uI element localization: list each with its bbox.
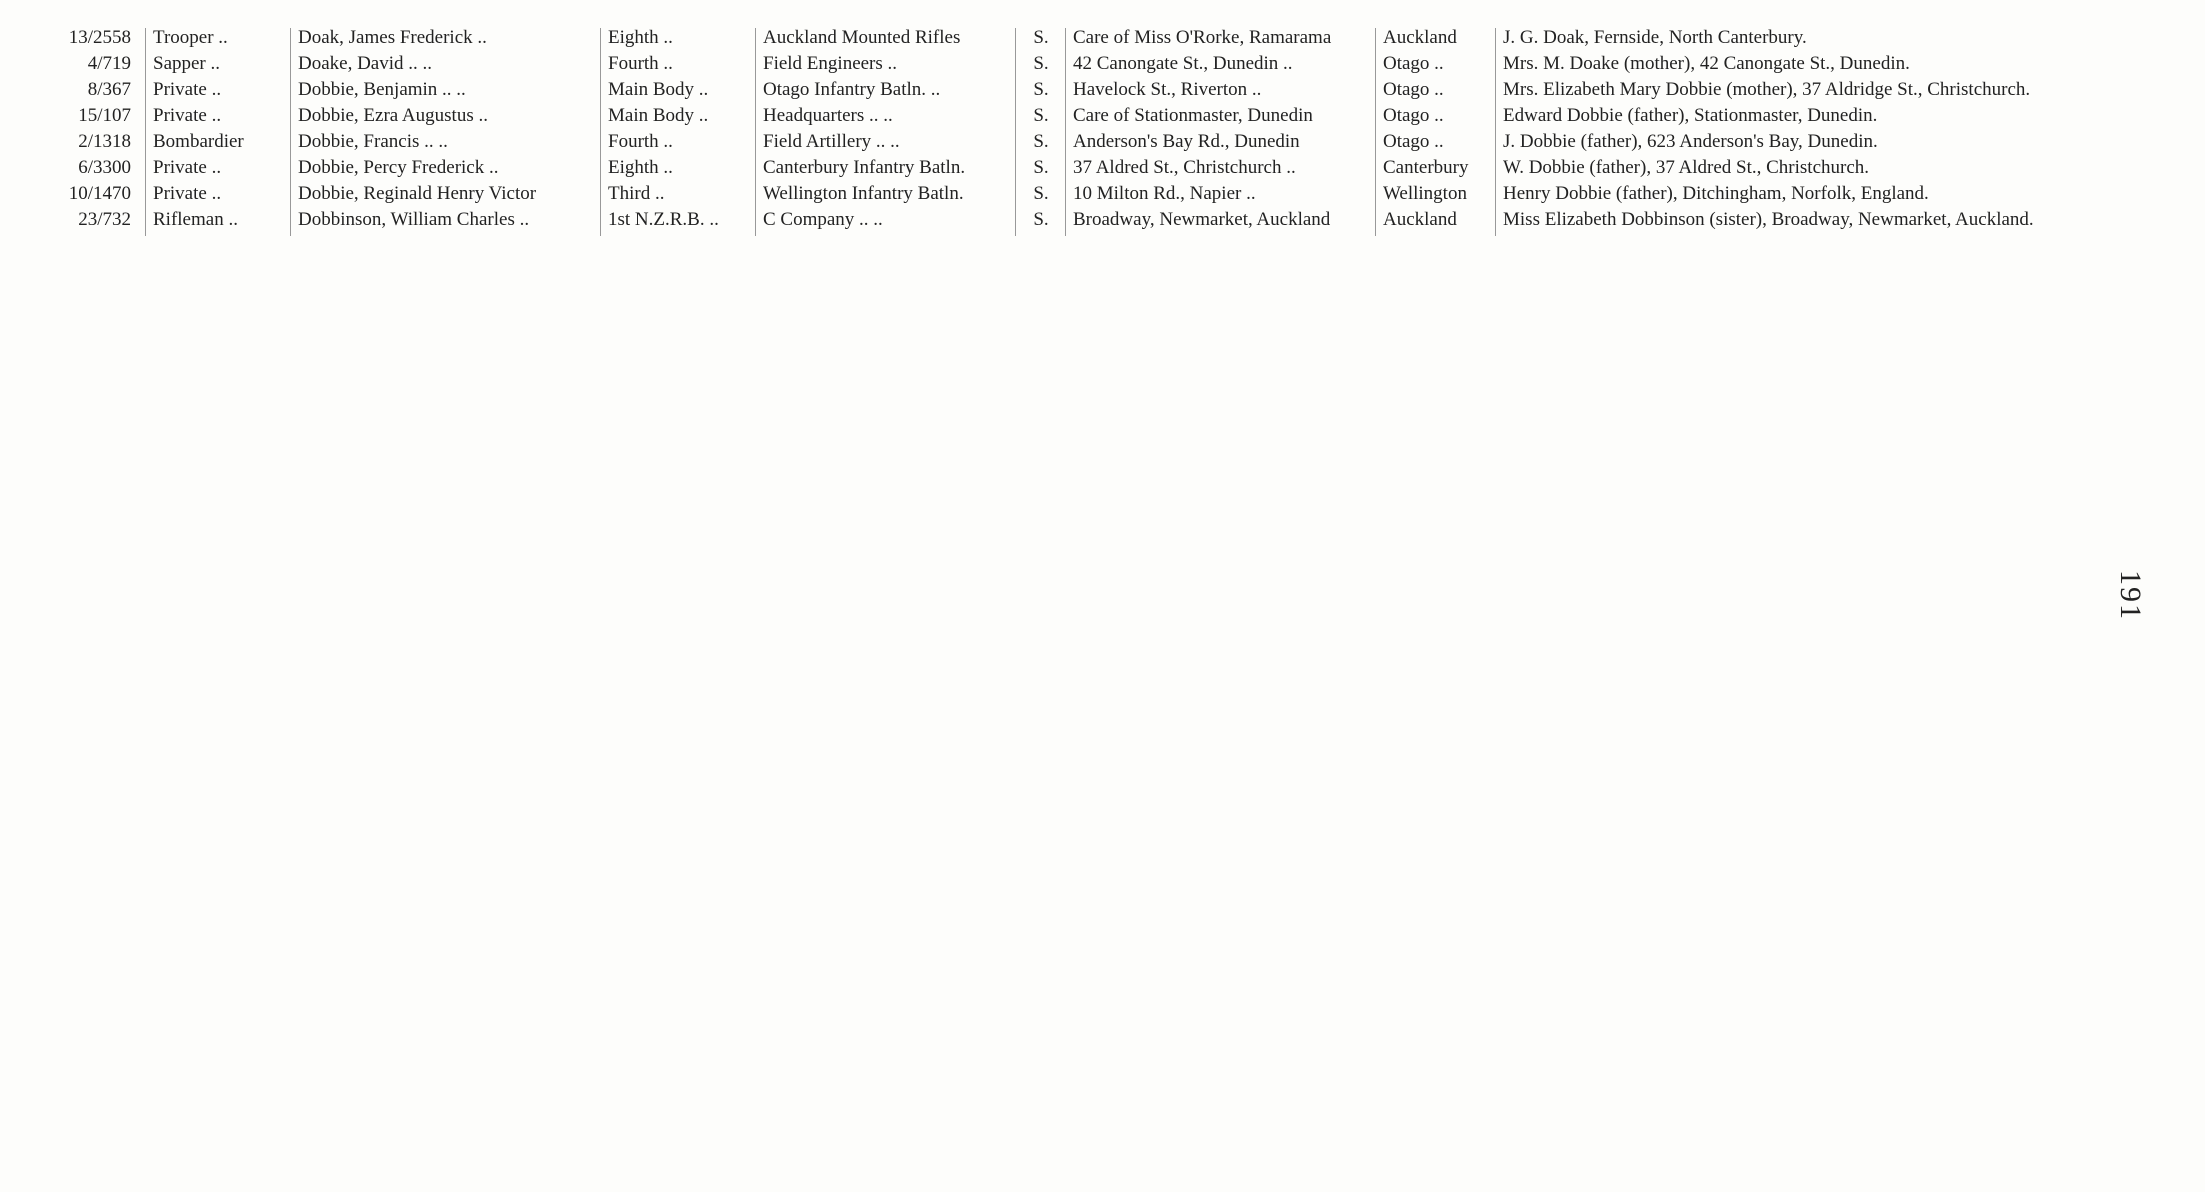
district-cell: Auckland bbox=[1383, 27, 1457, 48]
unit-cell: Field Engineers .. bbox=[763, 53, 898, 74]
column-divider bbox=[1375, 28, 1376, 236]
rank-cell: Rifleman .. bbox=[153, 209, 238, 230]
draft-cell: Eighth .. bbox=[608, 27, 673, 48]
soldier-name-cell: Dobbinson, William Charles .. bbox=[298, 209, 530, 230]
district-cell: Otago .. bbox=[1383, 79, 1444, 100]
soldier-name-cell: Dobbie, Percy Frederick .. bbox=[298, 157, 499, 178]
district-cell: Auckland bbox=[1383, 209, 1457, 230]
table-row bbox=[20, 210, 2130, 230]
column-divider bbox=[1015, 28, 1016, 236]
unit-cell: Auckland Mounted Rifles bbox=[763, 27, 961, 48]
regimental-number-cell: 13/2558 bbox=[68, 27, 131, 48]
column-divider bbox=[1065, 28, 1066, 236]
regimental-number-cell: 10/1470 bbox=[68, 183, 131, 204]
next-of-kin-cell: Miss Elizabeth Dobbinson (sister), Broadway, Newmarket, Auckland. bbox=[1503, 209, 2034, 230]
district-cell: Wellington bbox=[1383, 183, 1467, 204]
marital-status-cell: S. bbox=[1033, 209, 1049, 230]
rank-cell: Trooper .. bbox=[153, 27, 228, 48]
next-of-kin-cell: Mrs. M. Doake (mother), 42 Canongate St., Dunedin. bbox=[1503, 53, 1910, 74]
table-row bbox=[20, 28, 2130, 48]
soldier-name-cell: Doake, David .. .. bbox=[298, 53, 433, 74]
column-divider bbox=[290, 28, 291, 236]
regimental-number-cell: 8/367 bbox=[87, 79, 131, 100]
table-row bbox=[20, 158, 2130, 178]
column-divider bbox=[145, 28, 146, 236]
district-cell: Otago .. bbox=[1383, 131, 1444, 152]
district-cell: Canterbury bbox=[1383, 157, 1469, 178]
column-divider bbox=[755, 28, 756, 236]
soldier-name-cell: Dobbie, Francis .. .. bbox=[298, 131, 448, 152]
marital-status-cell: S. bbox=[1033, 53, 1049, 74]
rank-cell: Private .. bbox=[153, 105, 222, 126]
draft-cell: Eighth .. bbox=[608, 157, 673, 178]
marital-status-cell: S. bbox=[1033, 105, 1049, 126]
last-address-cell: 42 Canongate St., Dunedin .. bbox=[1073, 53, 1293, 74]
last-address-cell: Care of Stationmaster, Dunedin bbox=[1073, 105, 1313, 126]
soldier-name-cell: Dobbie, Ezra Augustus .. bbox=[298, 105, 488, 126]
table-row bbox=[20, 54, 2130, 74]
marital-status-cell: S. bbox=[1033, 183, 1049, 204]
regimental-number-cell: 4/719 bbox=[87, 53, 131, 74]
unit-cell: Field Artillery .. .. bbox=[763, 131, 900, 152]
next-of-kin-cell: Mrs. Elizabeth Mary Dobbie (mother), 37 Aldridge St., Christchurch. bbox=[1503, 79, 2031, 100]
draft-cell: Fourth .. bbox=[608, 131, 673, 152]
marital-status-cell: S. bbox=[1033, 157, 1049, 178]
unit-cell: Canterbury Infantry Batln. bbox=[763, 157, 966, 178]
register-page bbox=[20, 28, 2130, 236]
regimental-number-cell: 6/3300 bbox=[78, 157, 131, 178]
regimental-number-cell: 23/732 bbox=[78, 209, 131, 230]
district-cell: Otago .. bbox=[1383, 105, 1444, 126]
draft-cell: Main Body .. bbox=[608, 105, 709, 126]
next-of-kin-cell: J. Dobbie (father), 623 Anderson's Bay, Dunedin. bbox=[1503, 131, 1878, 152]
rank-cell: Sapper .. bbox=[153, 53, 221, 74]
draft-cell: Main Body .. bbox=[608, 79, 709, 100]
last-address-cell: 10 Milton Rd., Napier .. bbox=[1073, 183, 1256, 204]
next-of-kin-cell: J. G. Doak, Fernside, North Canterbury. bbox=[1503, 27, 1807, 48]
table-row bbox=[20, 106, 2130, 126]
regimental-number-cell: 15/107 bbox=[78, 105, 131, 126]
last-address-cell: 37 Aldred St., Christchurch .. bbox=[1073, 157, 1296, 178]
last-address-cell: Broadway, Newmarket, Auckland bbox=[1073, 209, 1331, 230]
unit-cell: Wellington Infantry Batln. bbox=[763, 183, 964, 204]
table-row bbox=[20, 132, 2130, 152]
last-address-cell: Care of Miss O'Rorke, Ramarama bbox=[1073, 27, 1332, 48]
column-divider bbox=[600, 28, 601, 236]
rank-cell: Private .. bbox=[153, 79, 222, 100]
draft-cell: Fourth .. bbox=[608, 53, 673, 74]
soldier-name-cell: Dobbie, Reginald Henry Victor bbox=[298, 183, 537, 204]
next-of-kin-cell: Henry Dobbie (father), Ditchingham, Norfolk, England. bbox=[1503, 183, 1929, 204]
page-number: 191 bbox=[2114, 570, 2147, 621]
marital-status-cell: S. bbox=[1033, 79, 1049, 100]
table-row bbox=[20, 184, 2130, 204]
last-address-cell: Havelock St., Riverton .. bbox=[1073, 79, 1262, 100]
draft-cell: Third .. bbox=[608, 183, 665, 204]
soldier-name-cell: Doak, James Frederick .. bbox=[298, 27, 487, 48]
district-cell: Otago .. bbox=[1383, 53, 1444, 74]
marital-status-cell: S. bbox=[1033, 27, 1049, 48]
column-divider bbox=[1495, 28, 1496, 236]
unit-cell: C Company .. .. bbox=[763, 209, 883, 230]
marital-status-cell: S. bbox=[1033, 131, 1049, 152]
next-of-kin-cell: W. Dobbie (father), 37 Aldred St., Christchurch. bbox=[1503, 157, 1870, 178]
rank-cell: Bombardier bbox=[153, 131, 244, 152]
draft-cell: 1st N.Z.R.B. .. bbox=[608, 209, 719, 230]
rank-cell: Private .. bbox=[153, 183, 222, 204]
last-address-cell: Anderson's Bay Rd., Dunedin bbox=[1073, 131, 1300, 152]
table-row bbox=[20, 80, 2130, 100]
rank-cell: Private .. bbox=[153, 157, 222, 178]
unit-cell: Headquarters .. .. bbox=[763, 105, 893, 126]
unit-cell: Otago Infantry Batln. .. bbox=[763, 79, 941, 100]
next-of-kin-cell: Edward Dobbie (father), Stationmaster, Dunedin. bbox=[1503, 105, 1878, 126]
regimental-number-cell: 2/1318 bbox=[78, 131, 131, 152]
soldier-name-cell: Dobbie, Benjamin .. .. bbox=[298, 79, 466, 100]
